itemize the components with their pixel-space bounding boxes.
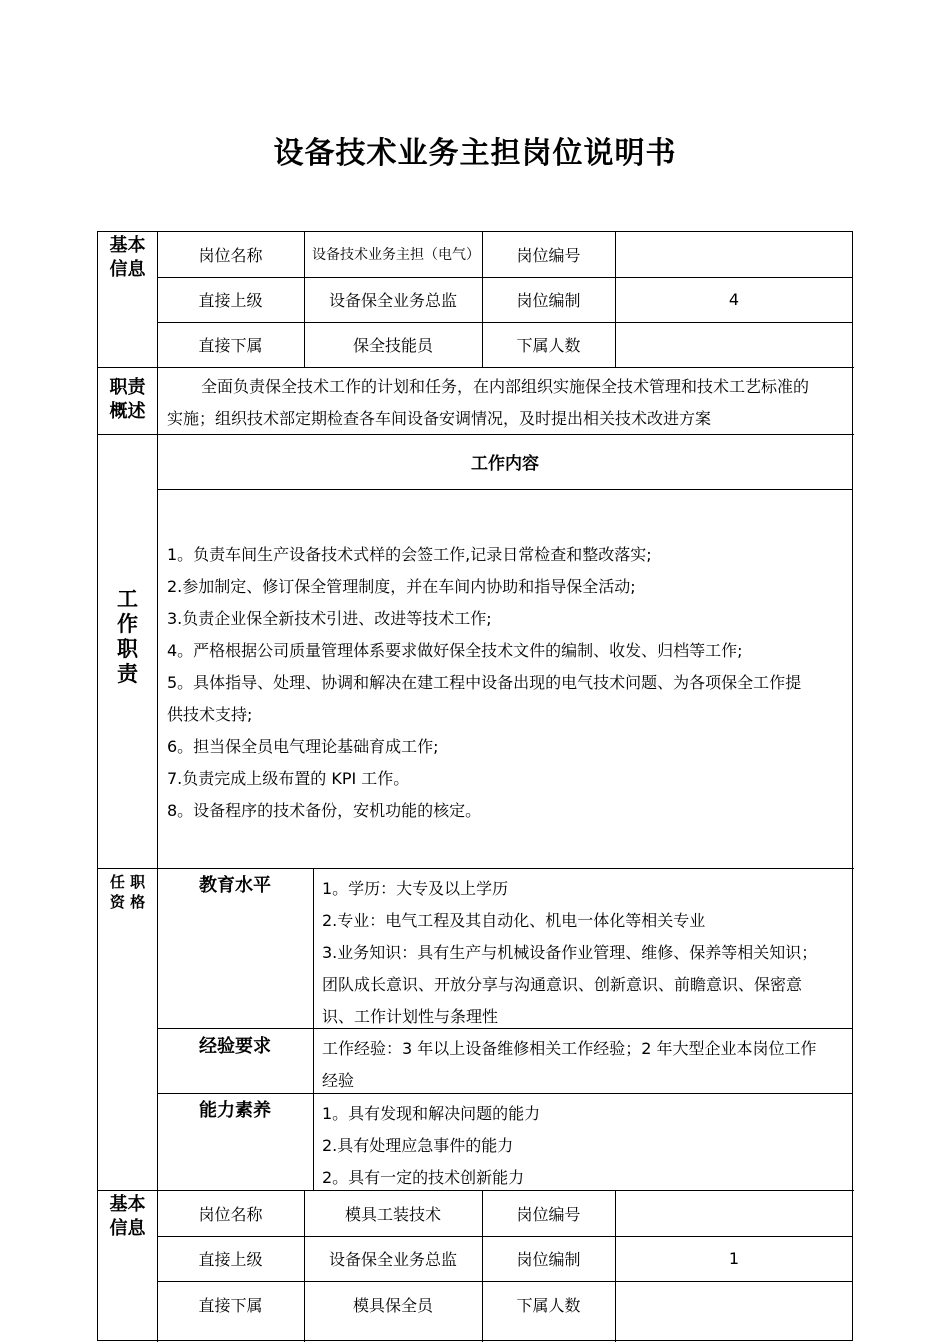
position-code-value-2 [615, 1190, 853, 1236]
education-line: 3.业务知识：具有生产与机械设备作业管理、维修、保养等相关知识； [322, 943, 818, 962]
subordinate-count-value [615, 322, 853, 367]
duty-item: 供技术支持; [167, 705, 253, 724]
subordinate-count-key: 下属人数 [516, 336, 581, 355]
duty-item: 7.负责完成上级布置的 KPI 工作。 [167, 769, 410, 788]
basic-info-label-line1: 基本 [109, 235, 146, 256]
duty-item: 3.负责企业保全新技术引进、改进等技术工作; [167, 609, 492, 628]
summary-line: 全面负责保全技术工作的计划和任务，在内部组织实施保全技术管理和技术工艺标准的 [201, 377, 810, 396]
direct-subordinate-value-2: 模具保全员 [352, 1295, 433, 1315]
subordinate-count-value-2 [615, 1281, 853, 1327]
duties-label-char: 职 [117, 637, 138, 661]
experience-text [322, 1033, 852, 1097]
subordinate-count-key-2: 下属人数 [516, 1295, 581, 1315]
duty-item: 4。严格根据公司质量管理体系要求做好保全技术文件的编制、收发、归档等工作; [167, 641, 743, 660]
qualifications-label-line2: 资 格 [109, 893, 146, 911]
duties-label-char: 工 [117, 587, 138, 611]
headcount-value: 4 [728, 290, 740, 309]
direct-superior-key-2: 直接上级 [198, 1250, 263, 1269]
experience-label: 经验要求 [199, 1036, 271, 1057]
duties-label-char: 作 [117, 612, 138, 636]
page-title: 设备技术业务主担岗位说明书 [273, 136, 677, 171]
duty-item: 5。具体指导、处理、协调和解决在建工程中设备出现的电气技术问题、为各项保全工作提 [167, 673, 802, 692]
headcount-key: 岗位编制 [516, 291, 581, 310]
basic-info-label-2 [98, 1193, 157, 1241]
education-label: 教育水平 [199, 875, 271, 896]
direct-subordinate-key-2: 直接下属 [198, 1295, 263, 1315]
basic-info-label-2-line1: 基本 [109, 1194, 146, 1215]
summary-line: 实施；组织技术部定期检查各车间设备安调情况，及时提出相关技术改进方案 [167, 409, 712, 428]
basic-info-label-2-line2: 信息 [109, 1218, 146, 1239]
direct-superior-key: 直接上级 [198, 291, 263, 310]
summary-label-line2: 概述 [109, 401, 146, 422]
education-line: 识、工作计划性与条理性 [322, 1007, 499, 1026]
ability-line: 1。具有发现和解决问题的能力 [322, 1104, 541, 1123]
experience-line: 经验 [322, 1071, 355, 1090]
position-name-value-2: 模具工装技术 [344, 1204, 441, 1224]
ability-text [322, 1098, 852, 1194]
summary-label [98, 376, 157, 424]
basic-info-label [98, 234, 157, 282]
direct-subordinate-key: 直接下属 [198, 336, 263, 355]
education-line: 2.专业：电气工程及其自动化、机电一体化等相关专业 [322, 911, 706, 930]
direct-superior-value: 设备保全业务总监 [328, 291, 457, 310]
duties-list [167, 539, 851, 827]
ability-line: 2。具有一定的技术创新能力 [322, 1168, 525, 1187]
job-description-table [97, 231, 853, 1341]
basic-info-label-line2: 信息 [109, 259, 146, 280]
duties-label [98, 587, 157, 687]
ability-line: 2.具有处理应急事件的能力 [322, 1136, 514, 1155]
duty-item: 2.参加制定、修订保全管理制度，并在车间内协助和指导保全活动; [167, 577, 636, 596]
education-text [322, 873, 852, 1033]
duty-item: 8。设备程序的技术备份，安机功能的核定。 [167, 801, 482, 820]
education-line: 团队成长意识、开放分享与沟通意识、创新意识、前瞻意识、保密意 [322, 975, 803, 994]
position-name-key: 岗位名称 [198, 246, 263, 265]
duty-item: 6。担当保全员电气理论基础育成工作; [167, 737, 439, 756]
position-code-value [615, 232, 853, 277]
education-line: 1。学历：大专及以上学历 [322, 879, 509, 898]
position-name-key-2: 岗位名称 [198, 1204, 263, 1224]
position-code-key-2: 岗位编号 [516, 1204, 581, 1224]
ability-label: 能力素养 [199, 1100, 271, 1121]
direct-subordinate-value: 保全技能员 [352, 336, 433, 355]
duties-header: 工作内容 [471, 454, 539, 474]
duty-item: 1。负责车间生产设备技术式样的会签工作,记录日常检查和整改落实; [167, 545, 652, 564]
experience-line: 工作经验：3 年以上设备维修相关工作经验；2 年大型企业本岗位工作 [322, 1039, 817, 1058]
direct-superior-value-2: 设备保全业务总监 [328, 1250, 457, 1269]
qualifications-label-line1: 任 职 [109, 873, 146, 891]
duties-label-char: 责 [117, 662, 138, 686]
headcount-key-2: 岗位编制 [516, 1250, 581, 1269]
headcount-value-2: 1 [728, 1249, 740, 1268]
position-name-value: 设备技术业务主担（电气） [312, 246, 480, 263]
summary-text [167, 371, 851, 435]
position-code-key: 岗位编号 [516, 246, 581, 265]
summary-label-line1: 职责 [109, 377, 146, 398]
qualifications-label [98, 872, 157, 912]
